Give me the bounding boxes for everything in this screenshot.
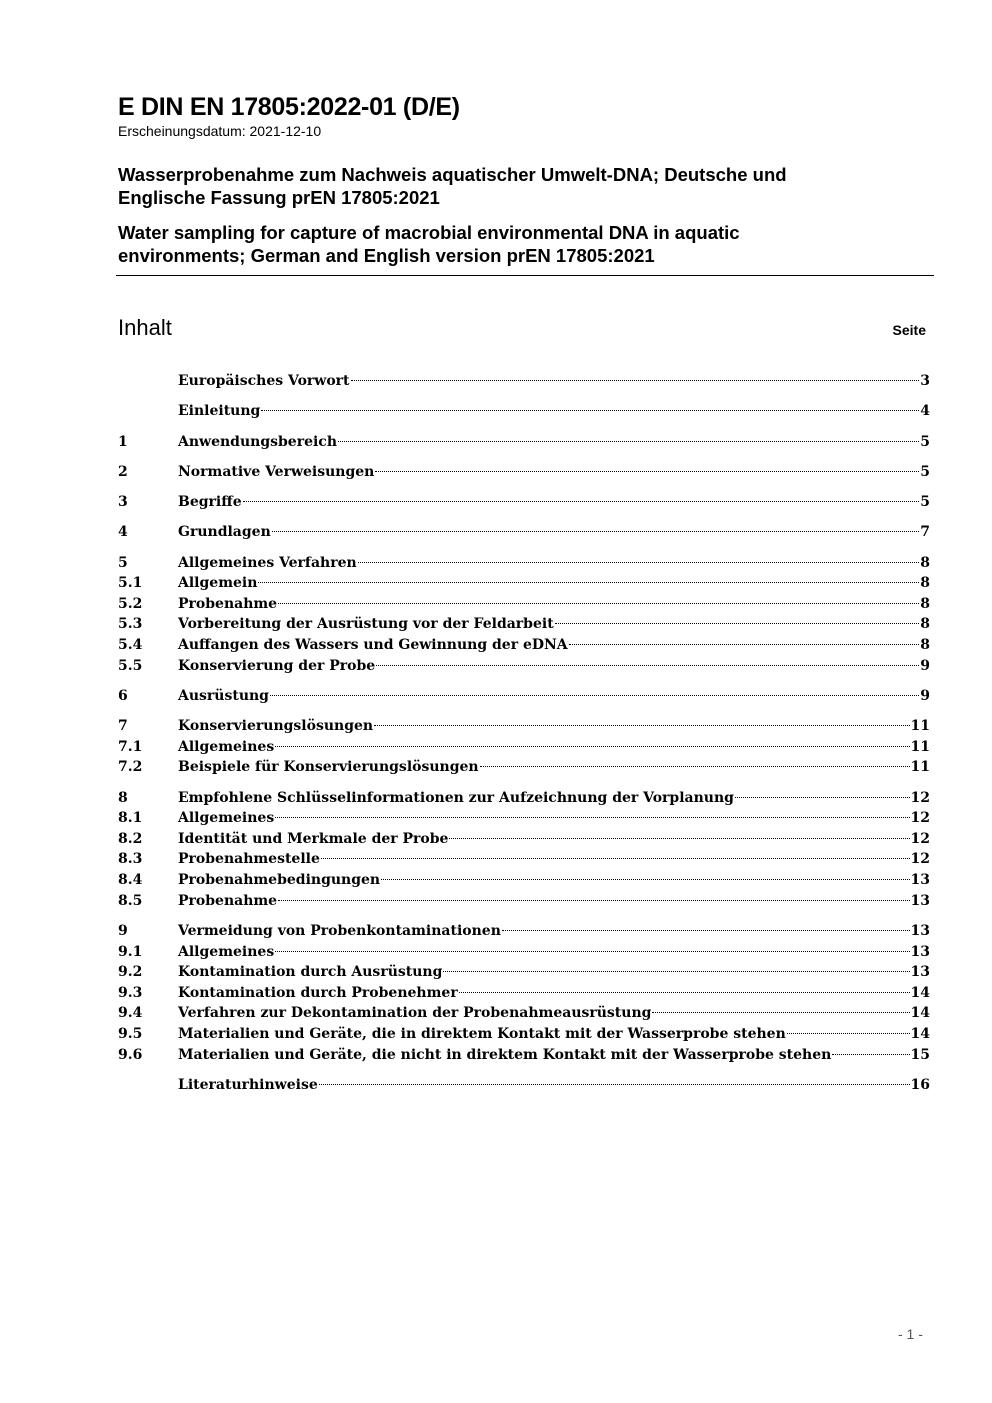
toc-entry[interactable] [118,401,930,422]
title-german [118,163,934,209]
toc-entry-title: Materialien und Geräte, die nicht in direktem Kontakt mit der Wasserprobe stehen [178,1046,832,1063]
toc-entry-page: 8 [920,616,930,633]
toc-entry-page: 15 [910,1046,930,1063]
toc-entry-title: Vermeidung von Probenkontaminationen [178,922,501,939]
toc-entry-page: 3 [920,373,930,389]
toc-entry-title: Kontamination durch Ausrüstung [178,964,443,981]
toc-entry-number: 5.4 [118,637,143,654]
toc-entry[interactable] [118,737,930,758]
toc-entry[interactable] [118,962,930,983]
title-english-line-1: Water sampling for capture of macrobial environmental DNA in aquatic [118,222,740,243]
toc-leader-dots [787,1033,910,1034]
toc-entry-number: 8.3 [118,851,143,868]
title-english-line-2: environments; German and English version prEN 17805:2021 [118,245,655,266]
document-header [118,93,934,267]
toc-entry[interactable] [118,522,930,543]
toc-entry-number: 5.2 [118,595,143,612]
toc-leader-dots [319,1084,910,1085]
toc-entry-number: 5.3 [118,616,143,633]
toc-entry-number: 1 [118,433,128,450]
toc-entry-number: 9.6 [118,1046,143,1063]
toc-entry-title: Beispiele für Konservierungslösungen [178,759,479,776]
toc-page-label: Seite [892,322,926,338]
header-divider [116,275,934,276]
toc-entry-page: 13 [910,964,930,981]
toc-entry[interactable] [118,1075,930,1096]
publication-date: Erscheinungsdatum: 2021-12-10 [118,123,322,139]
toc-leader-dots [278,900,909,901]
toc-leader-dots [358,562,920,563]
toc-entry-title: Verfahren zur Dekontamination der Probenahmeausrüstung [178,1005,652,1022]
toc-entry[interactable] [118,573,930,594]
toc-entry-title: Probenahmestelle [178,851,320,868]
toc-entry[interactable] [118,983,930,1004]
toc-entry-number: 8.2 [118,830,143,847]
toc-entry-number: 9.4 [118,1005,143,1022]
toc-entry-page: 12 [910,789,930,806]
toc-entry-page: 9 [920,657,930,674]
page-number: - 1 - [898,1326,923,1342]
toc-entry[interactable] [118,635,930,656]
toc-leader-dots [449,838,909,839]
toc-entry-number: 9 [118,922,128,939]
toc-entry-title: Auffangen des Wassers und Gewinnung der eDNA [178,637,568,654]
toc-entry-title: Konservierungslösungen [178,718,374,735]
toc-entry[interactable] [118,553,930,574]
toc-entry-page: 12 [910,851,930,868]
toc-entry-number: 5.1 [118,575,143,592]
toc-entry[interactable] [118,686,930,707]
toc-leader-dots [569,644,920,645]
toc-entry-page: 7 [920,524,930,541]
toc-leader-dots [278,603,919,604]
toc-entry-title: Kontamination durch Probenehmer [178,984,458,1001]
title-german-line-2: Englische Fassung prEN 17805:2021 [118,187,440,208]
toc-header [118,314,926,344]
toc-leader-dots [243,501,920,502]
toc-entry[interactable] [118,829,930,850]
toc-entry-number: 7 [118,718,128,735]
toc-entry-page: 14 [910,1005,930,1022]
toc-leader-dots [374,725,909,726]
toc-entry-title: Anwendungsbereich [178,433,337,450]
toc-entry-title: Grundlagen [178,524,271,541]
toc-leader-dots [381,879,909,880]
toc-entry-number: 2 [118,463,128,480]
toc-entry-number: 5.5 [118,657,143,674]
toc-entry[interactable] [118,921,930,942]
toc-leader-dots [275,746,909,747]
toc-entry-title: Allgemein [178,575,258,592]
toc-entry[interactable] [118,594,930,615]
toc-leader-dots [321,858,910,859]
toc-entry-number: 8.5 [118,892,143,909]
toc-entry-page: 8 [920,637,930,654]
toc-entry[interactable] [118,614,930,635]
toc-leader-dots [258,582,919,583]
toc-leader-dots [652,1012,909,1013]
toc-entry-title: Begriffe [178,494,242,511]
toc-entry-page: 13 [910,943,930,960]
toc-leader-dots [261,410,919,411]
toc-entry-page: 13 [910,872,930,889]
toc-leader-dots [275,817,909,818]
toc-entry-page: 14 [910,984,930,1001]
toc-entry-page: 12 [910,810,930,827]
toc-entry-title: Einleitung [178,403,261,420]
table-of-contents [118,371,930,1095]
toc-leader-dots [459,992,910,993]
toc-entry-page: 4 [920,403,930,420]
toc-entry-number: 8.4 [118,872,143,889]
toc-entry-page: 14 [910,1025,930,1042]
toc-entry[interactable] [118,462,930,483]
toc-entry-page: 9 [920,687,930,704]
toc-entry[interactable] [118,849,930,870]
toc-entry-title: Allgemeines [178,943,275,960]
toc-leader-dots [275,951,909,952]
toc-entry-number: 6 [118,687,128,704]
toc-entry-page: 5 [920,433,930,450]
toc-entry-number: 4 [118,524,128,541]
toc-entry[interactable] [118,757,930,778]
title-german-line-1: Wasserprobenahme zum Nachweis aquatischer Umwelt-DNA; Deutsche und [118,164,787,185]
toc-leader-dots [338,441,919,442]
toc-entry-page: 11 [910,738,930,755]
toc-leader-dots [735,797,910,798]
toc-leader-dots [351,380,920,381]
toc-leader-dots [272,531,920,532]
toc-entry-number: 7.2 [118,759,143,776]
toc-entry[interactable] [118,870,930,891]
toc-leader-dots [832,1054,909,1055]
toc-entry[interactable] [118,1003,930,1024]
toc-entry-number: 9.5 [118,1025,143,1042]
toc-entry-title: Probenahme [178,595,278,612]
toc-entry-page: 11 [910,759,930,776]
toc-leader-dots [502,930,910,931]
toc-entry[interactable] [118,1024,930,1045]
toc-entry[interactable] [118,492,930,513]
toc-entry[interactable] [118,891,930,912]
toc-entry-title: Konservierung der Probe [178,657,376,674]
document-id: E DIN EN 17805:2022-01 (D/E) [118,93,460,121]
toc-entry[interactable] [118,808,930,829]
toc-entry-title: Europäisches Vorwort [178,373,350,389]
toc-leader-dots [270,695,919,696]
toc-entry-page: 13 [910,922,930,939]
toc-entry-number: 9.3 [118,984,143,1001]
toc-entry-title: Ausrüstung [178,687,269,704]
toc-entry-page: 5 [920,463,930,480]
toc-heading: Inhalt [118,315,172,340]
toc-entry-page: 8 [920,554,930,571]
toc-entry-title: Probenahmebedingungen [178,872,381,889]
toc-entry-title: Probenahme [178,892,278,909]
toc-entry-page: 11 [910,718,930,735]
toc-entry[interactable] [118,716,930,737]
toc-entry-page: 12 [910,830,930,847]
toc-entry-number: 8.1 [118,810,143,827]
toc-entry-title: Identität und Merkmale der Probe [178,830,449,847]
toc-entry-number: 3 [118,494,128,511]
toc-entry-number: 9.2 [118,964,143,981]
toc-entry-number: 8 [118,789,128,806]
toc-entry-page: 8 [920,575,930,592]
toc-entry[interactable] [118,432,930,453]
toc-entry-title: Allgemeines [178,810,275,827]
toc-entry-number: 9.1 [118,943,143,960]
toc-entry-title: Allgemeines [178,738,275,755]
toc-entry-title: Materialien und Geräte, die in direktem Kontakt mit der Wasserprobe stehen [178,1025,786,1042]
toc-leader-dots [555,623,920,624]
title-english [118,221,934,267]
toc-entry-page: 13 [910,892,930,909]
toc-entry-page: 16 [910,1076,930,1093]
toc-entry-title: Vorbereitung der Ausrüstung vor der Feldarbeit [178,616,554,633]
toc-entry-title: Allgemeines Verfahren [178,554,357,571]
toc-entry[interactable] [118,656,930,677]
toc-leader-dots [375,471,919,472]
toc-entry-title: Normative Verweisungen [178,463,375,480]
toc-leader-dots [480,766,910,767]
toc-entry[interactable] [118,371,930,392]
toc-leader-dots [376,665,919,666]
toc-entry[interactable] [118,942,930,963]
toc-entry-title: Literaturhinweise [178,1076,318,1093]
toc-entry-number: 5 [118,554,128,571]
toc-entry-page: 8 [920,595,930,612]
toc-entry[interactable] [118,1045,930,1066]
toc-entry-page: 5 [920,494,930,511]
toc-entry-number: 7.1 [118,738,143,755]
toc-entry-title: Empfohlene Schlüsselinformationen zur Aufzeichnung der Vorplanung [178,789,734,806]
toc-entry[interactable] [118,788,930,809]
toc-leader-dots [443,971,909,972]
